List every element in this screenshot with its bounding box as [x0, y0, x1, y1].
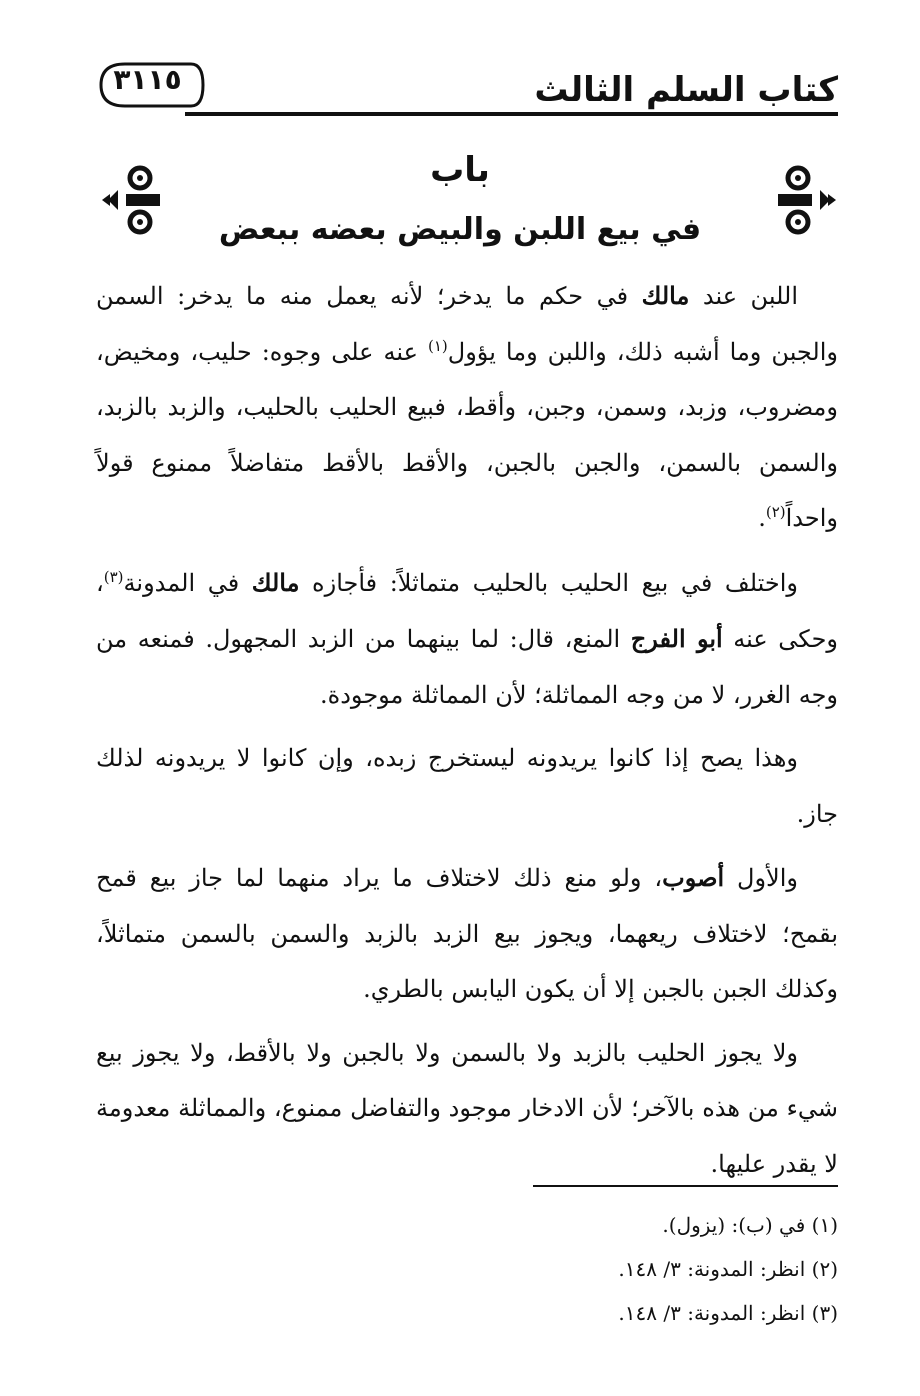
chapter-label: باب	[430, 150, 490, 190]
header-rule	[185, 112, 838, 116]
paragraph-3	[96, 731, 838, 842]
paragraph-5	[96, 1026, 838, 1193]
text-run: والأول	[724, 864, 799, 892]
footnote-1: (١) في (ب): (يزول).	[662, 1213, 838, 1237]
footnotes	[96, 1203, 838, 1335]
text-run: المنع، قال: لما بينهما من الزبد المجهول. فمنعه من وجه الغرر، لا من وجه المماثلة؛ لأن المماثلة موجودة.	[96, 625, 838, 709]
text-run: ولا يجوز الحليب بالزبد ولا بالسمن ولا بالجبن ولا بالأقط، ولا يجوز بيع شيء من هذه بالآخر؛ لأن الادخار موجود والتفاضل ممنوع، والمماثلة معدومة لا يقدر عليها.	[96, 1038, 838, 1178]
name-highlight: أبو الفرج	[630, 624, 723, 653]
page-number: ٣١١٥	[113, 63, 182, 96]
footnote-reference: (١)	[427, 336, 448, 355]
name-highlight: مالك	[641, 281, 690, 310]
text-run: في المدونة	[123, 568, 252, 597]
text-run: .	[758, 504, 766, 532]
text-run: واختلف في بيع الحليب بالحليب متماثلاً: فأجازه	[299, 568, 799, 597]
footnote-3: (٣) انظر: المدونة: ٣/ ١٤٨.	[618, 1301, 838, 1325]
chapter-title: في بيع اللبن والبيض بعضه ببعض	[218, 212, 702, 247]
footnote-2: (٢) انظر: المدونة: ٣/ ١٤٨.	[618, 1257, 838, 1281]
paragraph-4	[96, 850, 838, 1018]
text-run: اللبن عند	[689, 282, 798, 310]
name-highlight: مالك	[251, 567, 300, 597]
text-run: ، وحكى عنه	[96, 568, 838, 653]
text-run: وهذا يصح إذا كانوا يريدونه ليستخرج زبده، وإن كانوا لا يريدونه لذلك جاز.	[96, 744, 838, 828]
text-run: عنه على وجوه: حليب، ومخيض، ومضروب، وزبد، وسمن، وجبن، وأقط، فبيع الحليب بالحليب، والزبد بالزبد، والسمن بالسمن، والجبن بالجبن، والأقط بالأقط متفاضلاً ممنوع قولاً واحداً	[96, 337, 838, 532]
paragraph-1	[96, 268, 838, 547]
name-highlight: أصوب	[662, 863, 725, 892]
footnote-reference: (٣)	[103, 567, 124, 586]
running-header-title: كتاب السلم الثالث	[534, 70, 838, 110]
body-text	[96, 268, 838, 1200]
paragraph-2	[96, 555, 838, 724]
text-run: في حكم ما يدخر؛ لأنه يعمل منه ما يدخر: السمن والجبن وما أشبه ذلك، واللبن وما يؤول	[96, 282, 838, 366]
footnote-separator	[533, 1185, 838, 1187]
footnote-reference: (٢)	[765, 503, 786, 521]
text-run: ، ولو منع ذلك لاختلاف ما يراد منهما لما جاز بيع قمح بقمح؛ لاختلاف ريعهما، ويجوز بيع الزبد بالزبد والسمن بالسمن متماثلاً، وكذلك الجبن بالجبن إلا أن يكون اليابس بالطري.	[96, 864, 838, 1003]
